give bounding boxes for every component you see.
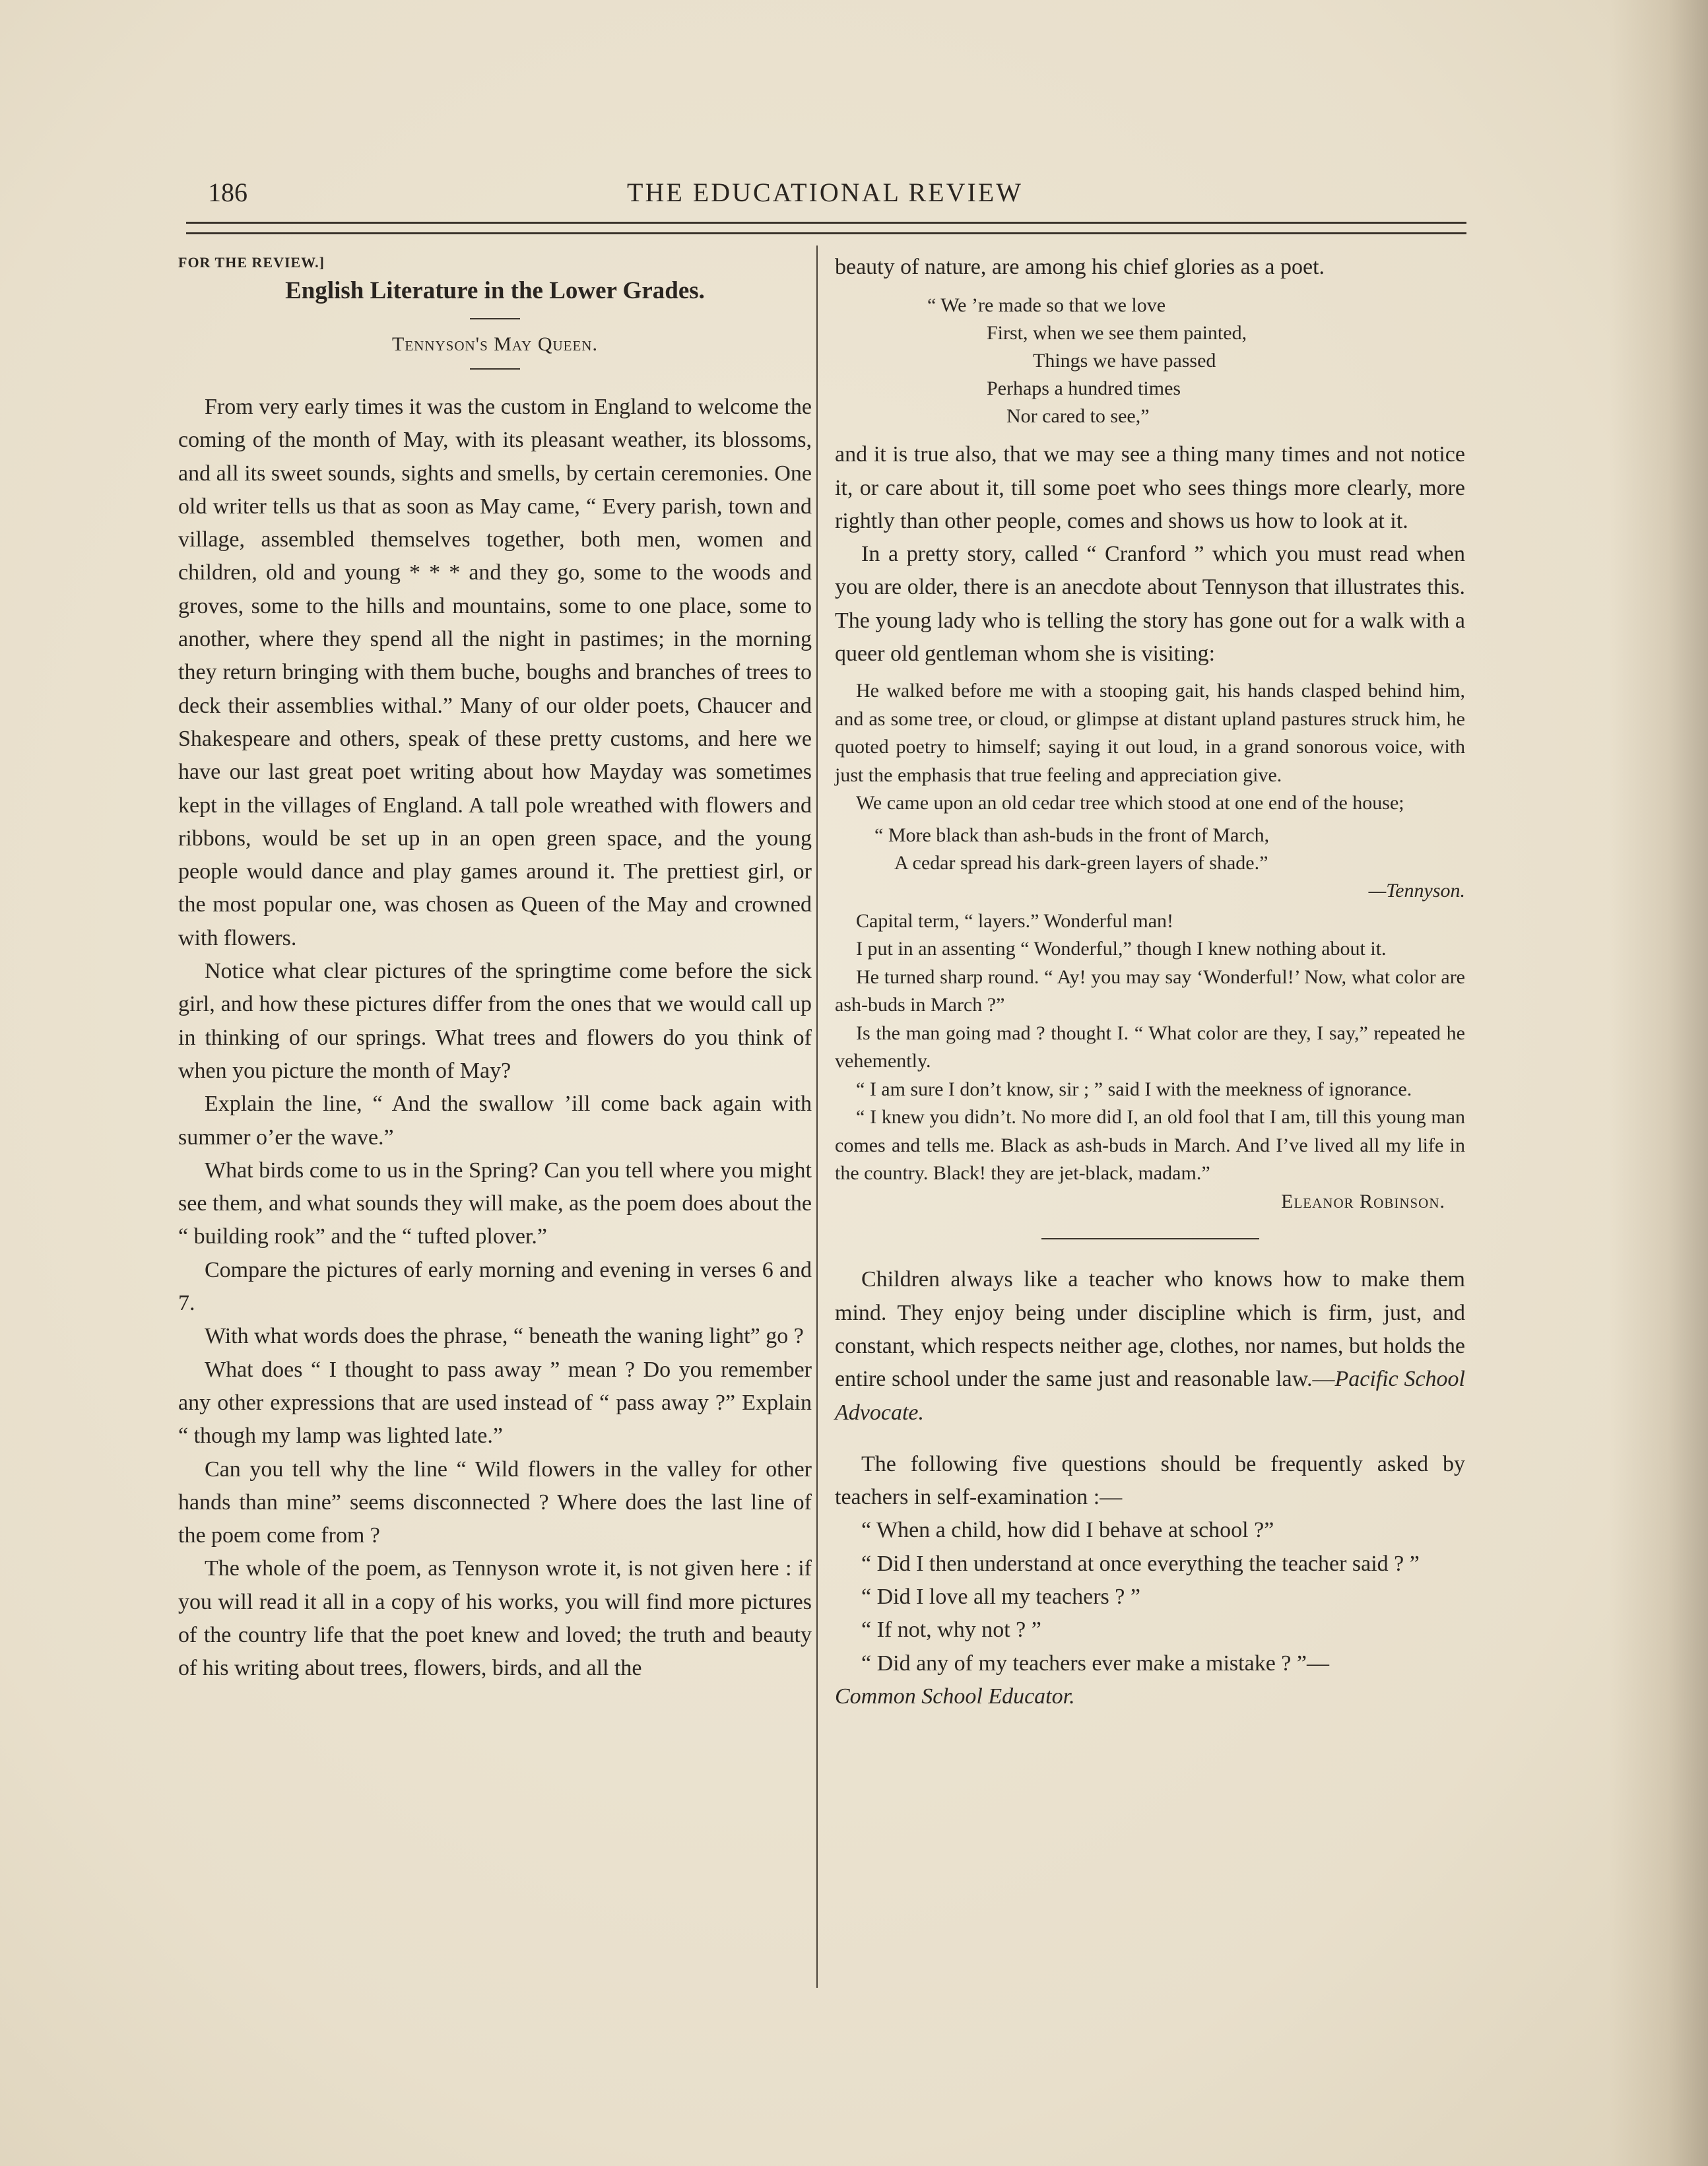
quote-paragraph: “ I am sure I don’t know, sir ; ” said I with the meekness of ignorance. xyxy=(856,1078,1412,1100)
article-paragraph: With what words does the phrase, “ beneath the waning light” go ? xyxy=(205,1324,804,1349)
running-header xyxy=(185,173,1465,213)
poem-quote xyxy=(835,292,1465,430)
item-text: Children always like a teacher who knows how to make them mind. They enjoy being under discipline which is firm, just, and constant, which respects neither age, clothes, nor names, but holds the entire school under the same just and reasonable law.— xyxy=(835,1267,1465,1392)
question-line: “ Did I then understand at once everything the teacher said ? ” xyxy=(861,1551,1420,1576)
quote-paragraph: I put in an assenting “ Wonderful,” though I knew nothing about it. xyxy=(856,938,1387,960)
article-paragraph: Explain the line, “ And the swallow ’ill come back again with summer o’er the wave.” xyxy=(178,1092,812,1150)
article-subtitle: Tennyson's May Queen. xyxy=(392,333,598,355)
poem-line: Nor cared to see,” xyxy=(1006,405,1150,428)
subtitle-rule xyxy=(470,368,520,370)
poem-line: Things we have passed xyxy=(1033,350,1216,372)
article-paragraph: Notice what clear pictures of the springtime come before the sick girl, and how these pictures differ from the ones that we would call up in thinking of our springs. What trees and flowers do you think of when you picture the month of May? xyxy=(178,959,812,1083)
question-line: “ Did any of my teachers ever make a mistake ? ”— xyxy=(861,1651,1329,1676)
quote-paragraph: We came upon an old cedar tree which stood at one end of the house; xyxy=(856,792,1404,814)
header-double-rule xyxy=(186,222,1466,234)
article-paragraph: Compare the pictures of early morning and evening in verses 6 and 7. xyxy=(178,1257,812,1316)
quote-paragraph: He turned sharp round. “ Ay! you may say ‘Wonderful!’ Now, what color are ash-buds in March ?” xyxy=(835,966,1465,1016)
item-source: Common School Educator. xyxy=(835,1684,1075,1709)
quote-paragraph: “ I knew you didn’t. No more did I, an old fool that I am, till this young man comes and tells me. Black as ash-buds in March. And I’ve lived all my life in the country. Black! they are jet-black, madam.” xyxy=(835,1106,1465,1185)
page-spine-shadow xyxy=(1609,0,1708,2166)
article-paragraph: and it is true also, that we may see a thing many times and not notice it, or care about it, till some poet who sees things more clearly, more rightly than other people, comes and shows us how to look at it. xyxy=(835,442,1465,533)
page-number: 186 xyxy=(208,178,247,207)
question-line: “ Did I love all my teachers ? ” xyxy=(861,1585,1140,1610)
column-divider xyxy=(816,246,818,1988)
quote-paragraph: He walked before me with a stooping gait, his hands clasped behind him, and as some tree, or cloud, or glimpse at distant upland pastures struck him, he quoted poetry to himself; saying it out loud, in a grand sonorous voice, with just the emphasis that true feeling and appreciation give. xyxy=(835,680,1465,786)
article-continuation: beauty of nature, are among his chief glories as a poet. xyxy=(835,255,1325,279)
article-paragraph: The whole of the poem, as Tennyson wrote it, is not given here : if you will read it all in a copy of his works, you will find more pictures of the country life that the poet knew and loved; the truth and beauty of his writing about trees, flowers, birds, and all the xyxy=(178,1556,812,1681)
poem-line: “ More black than ash-buds in the front of March, xyxy=(874,824,1270,846)
cranford-quote xyxy=(835,677,1465,1216)
quote-paragraph: Is the man going mad ? thought I. “ What color are they, I say,” repeated he vehemently. xyxy=(835,1022,1465,1072)
article-paragraph: What birds come to us in the Spring? Can you tell where you might see them, and what sounds they will make, as the poem does about the “ building rook” and the “ tufted plover.” xyxy=(178,1158,812,1249)
article-paragraph: What does “ I thought to pass away ” mean ? Do you remember any other expressions that are used instead of “ pass away ?” Explain “ though my lamp was lighted late.” xyxy=(178,1357,812,1449)
right-column xyxy=(835,251,1465,1713)
poem-line: Perhaps a hundred times xyxy=(987,377,1181,400)
article-kicker: FOR THE REVIEW.] xyxy=(178,254,325,271)
author-signature: Eleanor Robinson. xyxy=(1281,1190,1445,1212)
quote-paragraph: Capital term, “ layers.” Wonderful man! xyxy=(856,909,1174,932)
section-rule xyxy=(1041,1238,1259,1239)
question-line: “ When a child, how did I behave at school ?” xyxy=(861,1518,1274,1543)
article-paragraph: Can you tell why the line “ Wild flowers in the valley for other hands than mine” seems disconnected ? Where does the last line of the poem come from ? xyxy=(178,1457,812,1548)
title-rule xyxy=(470,318,520,319)
poem-line: “ We ’re made so that we love xyxy=(927,294,1166,317)
article-paragraph: In a pretty story, called “ Cranford ” which you must read when you are older, there is an anecdote about Tennyson that illustrates this. The young lady who is telling the story has gone out for a walk with a queer old gentleman whom she is visiting: xyxy=(835,542,1465,667)
left-column xyxy=(178,251,812,1686)
poem-line: First, when we see them painted, xyxy=(987,322,1247,345)
journal-title: THE EDUCATIONAL REVIEW xyxy=(627,178,1023,207)
poem-attribution: —Tennyson. xyxy=(1368,879,1465,902)
item-source: Pacific School Advocate. xyxy=(835,1367,1466,1425)
poem-line: A cedar spread his dark-green layers of shade.” xyxy=(894,851,1268,874)
tennyson-quote xyxy=(835,822,1465,905)
item-intro: The following five questions should be frequently asked by teachers in self-examination :— xyxy=(835,1451,1465,1510)
question-line: “ If not, why not ? ” xyxy=(861,1618,1041,1643)
article-title: English Literature in the Lower Grades. xyxy=(285,277,705,304)
article-paragraph: From very early times it was the custom in England to welcome the coming of the month of May, with its pleasant weather, its blossoms, and all its sweet sounds, sights and smells, by certain ceremonies. One old writer tells us that as soon as May came, “ Every parish, town and village, assembled themselves together, both men, women and children, old and young * * * and they go, some to the woods and groves, some to the hills and mountains, some to one place, some to another, where they spend all the night in pastimes; in the morning they return bringing with them buche, boughs and branches of trees to deck their assemblies withal.” Many of our older poets, Chaucer and Shakespeare and others, speak of these pretty customs, and here we have our last great poet writing about how Mayday was sometimes kept in the villages of England. A tall pole wreathed with flowers and ribbons, would be set up in an open green space, and the young people would dance and play games around it. The prettiest girl, or the most popular one, was chosen as Queen of the May and crowned with flowers. xyxy=(178,395,812,950)
item-paragraph xyxy=(835,1263,1465,1429)
